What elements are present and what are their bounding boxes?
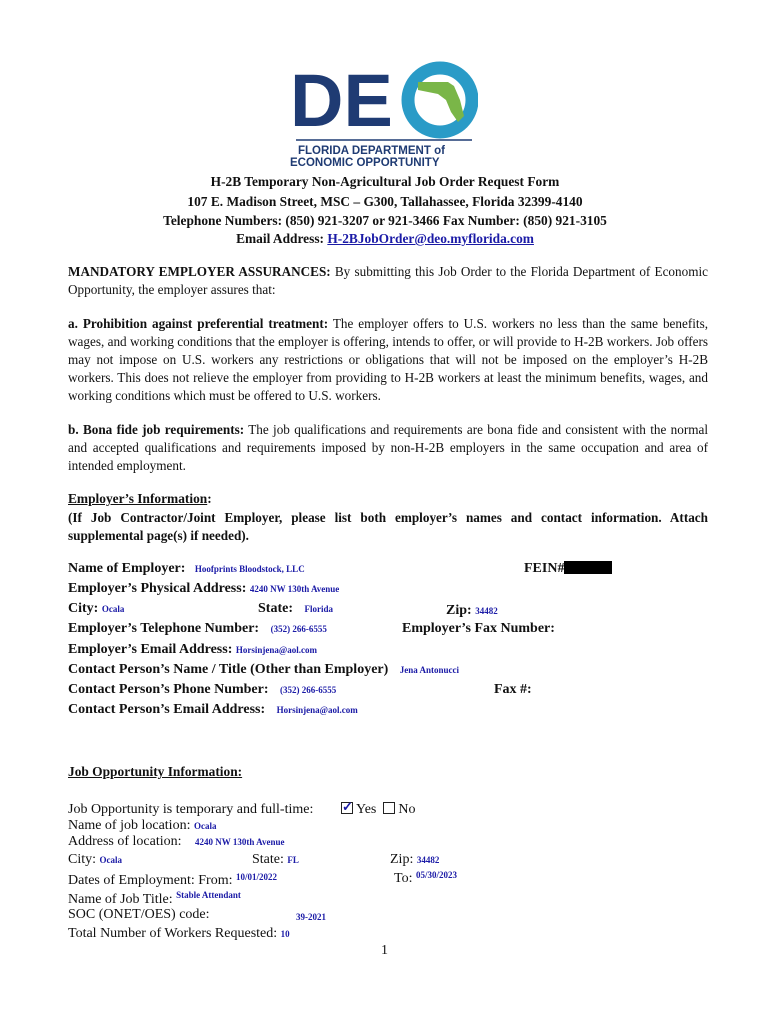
contact-email-row bbox=[68, 702, 358, 718]
employer-name-value[interactable]: Hoofprints Bloodstock, LLC bbox=[194, 564, 305, 574]
job-soc-row bbox=[68, 907, 210, 923]
contact-email-label: Contact Person’s Email Address: bbox=[68, 702, 266, 717]
job-heading: Job Opportunity Information: bbox=[68, 764, 243, 779]
job-dates-label: Dates of Employment: From: bbox=[68, 873, 233, 888]
job-temp-row bbox=[68, 802, 313, 818]
no-checkbox[interactable] bbox=[383, 802, 395, 814]
email-label: Email Address: bbox=[236, 231, 324, 246]
employer-email-row bbox=[68, 642, 317, 658]
email-link[interactable]: H-2BJobOrder@deo.myflorida.com bbox=[327, 231, 534, 246]
contact-name-label: Contact Person’s Name / Title (Other than Employer) bbox=[68, 662, 389, 677]
assurances-intro-text: By submitting this Job Order to the Florida Department of Economic Opportunity, the employer assures that: bbox=[68, 264, 708, 297]
job-temp-label: Job Opportunity is temporary and full-time: bbox=[68, 802, 314, 817]
employer-phone-label: Employer’s Telephone Number: bbox=[68, 621, 260, 636]
deo-logo-graphic bbox=[288, 56, 478, 168]
employer-email-value[interactable]: Horsinjena@aol.com bbox=[235, 645, 317, 655]
contact-fax-label: Fax #: bbox=[494, 682, 532, 697]
job-title-value[interactable]: Stable Attendant bbox=[176, 890, 241, 900]
job-state-value[interactable]: FL bbox=[287, 855, 299, 865]
employer-city-value[interactable]: Ocala bbox=[101, 604, 125, 614]
contact-phone-row bbox=[68, 682, 336, 698]
job-soc-value[interactable]: 39-2021 bbox=[296, 912, 326, 922]
employer-heading: Employer’s Information bbox=[68, 491, 208, 506]
employer-address-label: Employer’s Physical Address: bbox=[68, 581, 247, 596]
contact-name-row bbox=[68, 662, 459, 678]
employer-fax-label: Employer’s Fax Number: bbox=[402, 621, 555, 636]
fein-label: FEIN# bbox=[524, 561, 565, 576]
assurance-a bbox=[68, 315, 708, 405]
fein-row bbox=[524, 561, 612, 577]
fein-redaction bbox=[564, 561, 612, 574]
assurance-b bbox=[68, 421, 708, 475]
form-phones: Telephone Numbers: (850) 921-3207 or 921-3466 Fax Number: (850) 921-3105 bbox=[163, 213, 607, 228]
job-address-row bbox=[68, 834, 284, 850]
job-zip-row bbox=[390, 852, 439, 868]
employer-note: (If Job Contractor/Joint Employer, please list both employer’s names and contact information. Attach supplemental page(s) if needed). bbox=[68, 510, 708, 543]
contact-phone-value[interactable]: (352) 266-6555 bbox=[280, 685, 337, 695]
job-from-value[interactable]: 10/01/2022 bbox=[235, 872, 277, 882]
no-label: No bbox=[398, 802, 416, 817]
assurances-heading: MANDATORY EMPLOYER ASSURANCES: bbox=[68, 264, 331, 279]
employer-phone-value[interactable]: (352) 266-6555 bbox=[270, 624, 327, 634]
logo-o-ring bbox=[408, 68, 472, 132]
job-workers-row bbox=[68, 926, 290, 942]
form-title: H-2B Temporary Non-Agricultural Job Order Request Form bbox=[210, 174, 560, 189]
employer-zip-label: Zip: bbox=[446, 603, 472, 618]
job-location-value[interactable]: Ocala bbox=[193, 821, 217, 831]
employer-state-label: State: bbox=[258, 601, 293, 616]
employer-phone-row bbox=[68, 621, 327, 637]
job-to-value[interactable]: 05/30/2023 bbox=[415, 870, 457, 880]
job-title-row bbox=[68, 890, 241, 908]
assurance-b-label: b. Bona fide job requirements: bbox=[68, 422, 245, 437]
logo-line1: FLORIDA DEPARTMENT of bbox=[298, 145, 445, 157]
employer-email-label: Employer’s Email Address: bbox=[68, 642, 233, 657]
employer-city-row bbox=[68, 601, 124, 617]
employer-zip-value[interactable]: 34482 bbox=[475, 606, 498, 616]
form-address: 107 E. Madison Street, MSC – G300, Tallahassee, Florida 32399-4140 bbox=[187, 194, 583, 209]
job-workers-label: Total Number of Workers Requested: bbox=[68, 926, 278, 941]
employer-heading-line: Employer’s Information: bbox=[68, 491, 212, 506]
employer-address-row bbox=[68, 581, 339, 597]
job-location-row bbox=[68, 818, 216, 834]
job-to-row bbox=[394, 870, 457, 887]
job-to-label: To: bbox=[394, 871, 413, 886]
employer-name-row bbox=[68, 561, 305, 577]
job-address-value[interactable]: 4240 NW 130th Avenue bbox=[195, 837, 285, 847]
job-location-label: Name of job location: bbox=[68, 818, 191, 833]
assurance-a-label: a. Prohibition against preferential treatment: bbox=[68, 316, 329, 331]
job-dates-row bbox=[68, 872, 277, 889]
job-state-label: State: bbox=[252, 852, 284, 867]
employer-zip-row bbox=[446, 603, 498, 619]
job-soc-label: SOC (ONET/OES) code: bbox=[68, 907, 210, 922]
job-state-row bbox=[252, 852, 299, 868]
employer-name-label: Name of Employer: bbox=[68, 561, 186, 576]
yes-label: Yes bbox=[355, 802, 377, 817]
job-title-label: Name of Job Title: bbox=[68, 892, 173, 907]
job-city-label: City: bbox=[68, 852, 97, 867]
job-zip-value[interactable]: 34482 bbox=[416, 855, 440, 865]
assurances-intro bbox=[68, 263, 708, 299]
employer-city-label: City: bbox=[68, 601, 99, 616]
job-temp-options bbox=[341, 802, 415, 818]
assurance-b-text: The job qualifications and requirements are bona fide and consistent with the normal and accepted qualifications and requirements imposed by non-H-2B employers in the same occupation and area of intended employment. bbox=[68, 422, 708, 473]
job-zip-label: Zip: bbox=[390, 852, 414, 867]
deo-logo bbox=[288, 56, 478, 168]
form-email-line bbox=[0, 231, 770, 247]
contact-phone-label: Contact Person’s Phone Number: bbox=[68, 682, 269, 697]
employer-state-value[interactable]: Florida bbox=[304, 604, 333, 614]
logo-line2: ECONOMIC OPPORTUNITY bbox=[290, 157, 440, 168]
yes-checkbox[interactable] bbox=[341, 802, 353, 814]
page-number: 1 bbox=[381, 943, 388, 958]
florida-shape-icon bbox=[418, 82, 464, 122]
contact-name-value[interactable]: Jena Antonucci bbox=[399, 665, 460, 675]
employer-address-value[interactable]: 4240 NW 130th Avenue bbox=[249, 584, 340, 594]
job-city-value[interactable]: Ocala bbox=[99, 855, 123, 865]
contact-email-value[interactable]: Horsinjena@aol.com bbox=[276, 705, 358, 715]
logo-letters-de: DE bbox=[290, 59, 393, 142]
job-workers-value[interactable]: 10 bbox=[280, 929, 290, 939]
job-city-row bbox=[68, 852, 122, 868]
job-address-label: Address of location: bbox=[68, 834, 182, 849]
assurance-a-text: The employer offers to U.S. workers no less than the same benefits, wages, and working conditions that the employer is offering, intends to offer, or will provide to H-2B workers. Job offers may not impose on U.S. workers any restrictions or obligations that will not be imposed on the employer’s H-2B workers. This does not relieve the employer from providing to H-2B workers at least the minimum benefits, wages, and working conditions which must be offered to U.S. workers. bbox=[68, 316, 708, 403]
employer-state-row bbox=[258, 601, 333, 617]
